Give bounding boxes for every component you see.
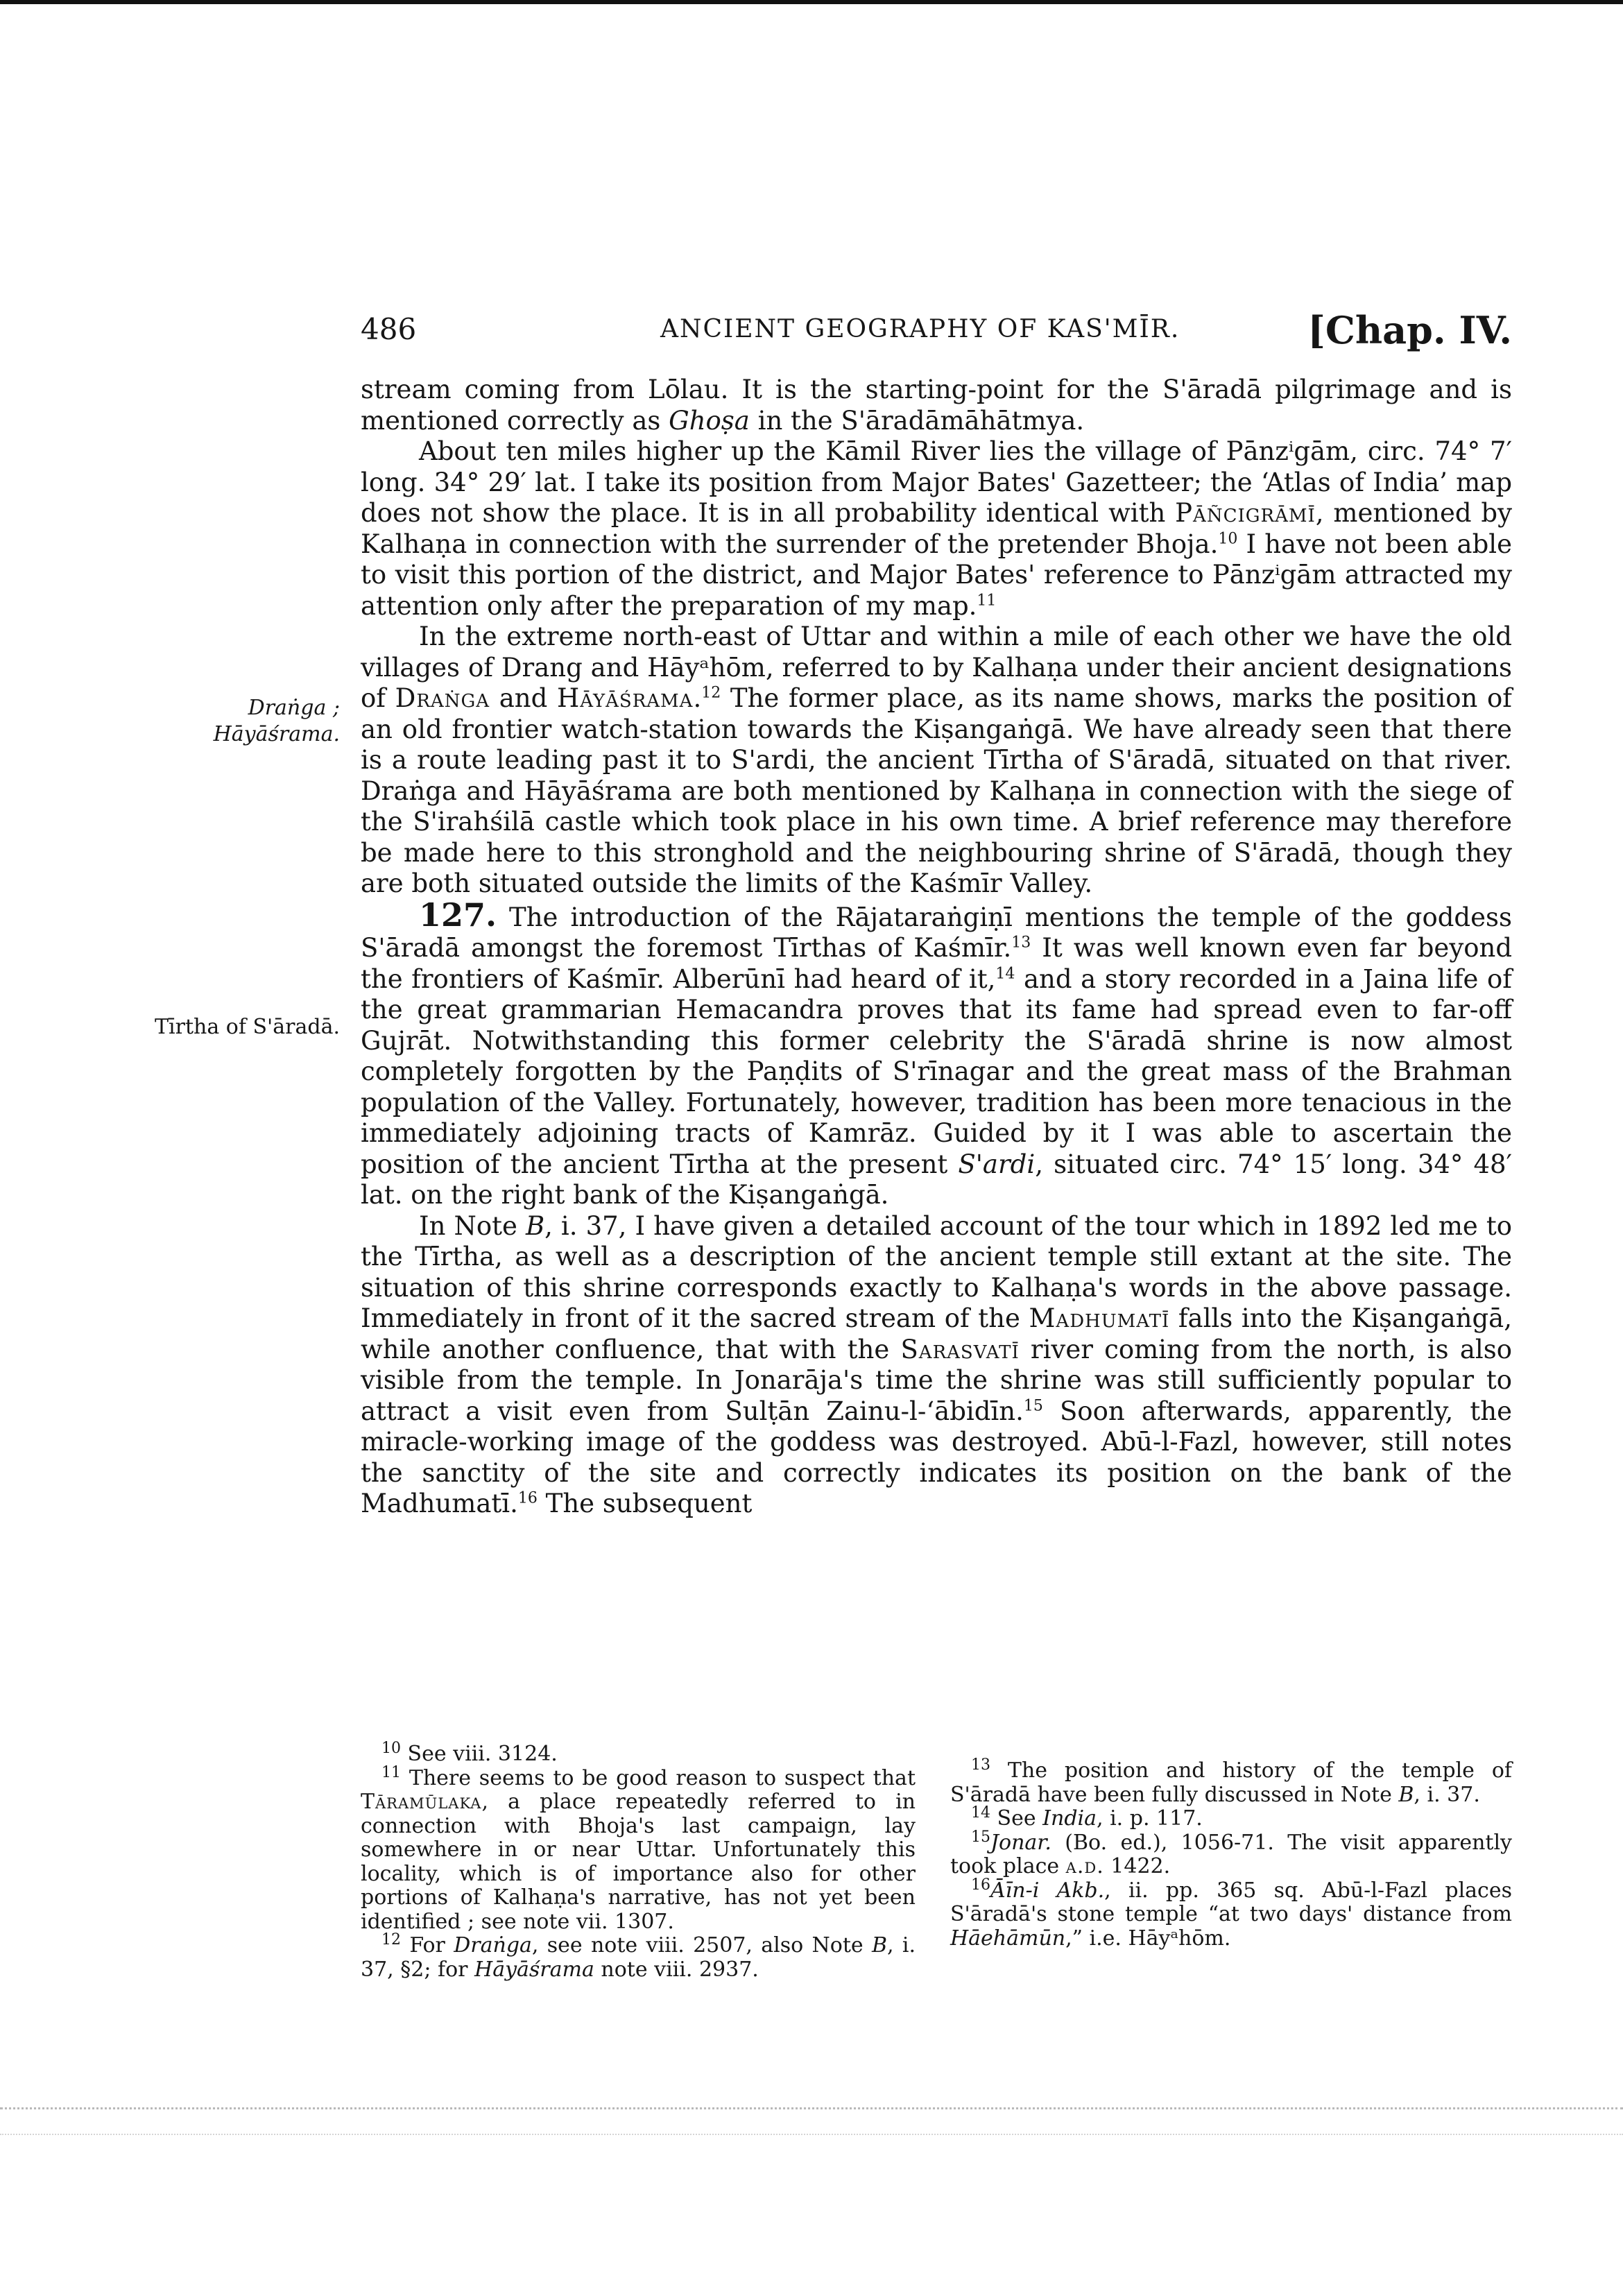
running-title: ANCIENT GEOGRAPHY OF KAS'MĪR.	[660, 315, 1180, 343]
paragraph: In the extreme north-east of Uttar and within a mile of each other we have the old villages of Drang and Hāyᵃhōm, referred to by Kalhaṇa under their ancient designations of Draṅga and Hāyāśrama.$^{12}$ The former place, as its name shows, marks the position of an old frontier watch-station towards the Kiṣangaṅgā. We have already seen that there is a route leading past it to S'ardi, the ancient Tīrtha of S'āradā, situated on that river. Draṅga and Hāyāśrama are both mentioned by Kalhaṇa in connection with the siege of the S'irahśilā castle which took place in his own time. A brief reference may therefore be made here to this stronghold and the neighbouring shrine of S'āradā, though they are both situated outside the limits of the Kaśmīr Valley.	[361, 622, 1512, 898]
footnote-ref[interactable]: 16	[517, 1489, 538, 1507]
footnote: $^{10}$ See viii. 3124.	[381, 1740, 558, 1766]
running-header	[361, 308, 1512, 354]
page-number: 486	[361, 312, 417, 346]
footnote: $^{13}$ The position and history of the temple of S'āradā have been fully discussed in Note B, i. 37.	[950, 1756, 1512, 1807]
footnote-ref[interactable]: 13	[1011, 934, 1031, 952]
margin-note-tirtha	[90, 1014, 340, 1040]
main-text	[361, 375, 1512, 1520]
scan-edge-line	[0, 2107, 1623, 2109]
chapter-label: [Chap. IV.	[1307, 308, 1512, 352]
footnote-ref[interactable]: 14	[995, 965, 1015, 983]
paragraph: About ten miles higher up the Kāmil River lies the village of Pānzⁱgām, circ. 74° 7′ long. 34° 29′ lat. I take its position from Major Bates' Gazetteer; the ‘Atlas of India’ map does not show the place. It is in all probability identical with Pāñcigrāmī, mentioned by Kalhaṇa in connection with the surrender of the pretender Bhoja.$^{10}$ I have not been able to visit this portion of the district, and Major Bates' reference to Pānzⁱgām attracted my attention only after the preparation of my map.$^{11}$	[361, 436, 1512, 621]
footnote-ref[interactable]: 12	[701, 684, 721, 702]
paragraph: 127. The introduction of the Rājataraṅgiṇī mentions the temple of the goddess S'āradā amongst the foremost Tīrthas of Kaśmīr.$^{13}$ It was well known even far beyond the frontiers of Kaśmīr. Alberūnī had heard of it,$^{14}$ and a story recorded in a Jaina life of the great grammarian Hemacandra proves that its fame had spread even to far-off Gujrāt. Notwithstanding this former celebrity the S'āradā shrine is now almost completely forgotten by the Paṇḍits of S'rīnagar and the great mass of the Brahman population of the Valley. Fortunately, however, tradition has been more tenacious in the immediately adjoining tracts of Kamrāz. Guided by it I was able to ascertain the position of the ancient Tīrtha at the present S'ardi, situated circ. 74° 15′ long. 34° 48′ lat. on the right bank of the Kiṣangaṅgā.	[361, 896, 1513, 1210]
footnote: $^{14}$ See India, i. p. 117.	[971, 1804, 1203, 1831]
footnote: $^{16}$Āīn-i Akb., ii. pp. 365 sq. Abū-l-Fazl places S'āradā's stone temple “at two days' distance from Hāehāmūn,” i.e. Hāyᵃhōm.	[950, 1876, 1512, 1951]
footnote-ref[interactable]: 11	[977, 592, 997, 610]
paragraph: stream coming from Lōlau. It is the starting-point for the S'āradā pilgrimage and is mentioned correctly as Ghoṣa in the S'āradāmāhātmya.	[361, 375, 1512, 436]
footnote-ref[interactable]: 15	[1023, 1397, 1043, 1415]
margin-note-line: Hāyāśrama.	[213, 722, 340, 746]
margin-note-line: Draṅga ;	[248, 696, 340, 720]
footnotes-right	[950, 1756, 1512, 1951]
page-top-border	[0, 0, 1623, 4]
scan-edge-line	[0, 2134, 1623, 2135]
margin-note-line: Tīrtha of S'āradā.	[155, 1015, 340, 1039]
margin-note-dranga	[139, 695, 340, 748]
footnote: $^{11}$ There seems to be good reason to suspect that Tāramūlaka, a place repeatedly referred to in connection with Bhoja's last campaign, lay somewhere in or near Uttar. Unfortunately this locality, which is of importance also for other portions of Kalhaṇa's narrative, has not yet been identified ; see note vii. 1307.	[361, 1763, 916, 1934]
footnote: $^{15}$Jonar. (Bo. ed.), 1056-71. The visit apparently took place a.d. 1422.	[950, 1828, 1512, 1878]
footnote: $^{12}$ For Draṅga, see note viii. 2507, also Note B, i. 37, §2; for Hāyāśrama note viii. 2937.	[361, 1931, 916, 1982]
paragraph: In Note B, i. 37, I have given a detailed account of the tour which in 1892 led me to the Tīrtha, as well as a description of the ancient temple still extant at the site. The situation of this shrine corresponds exactly to Kalhaṇa's words in the above passage. Immediately in front of it the sacred stream of the Madhumatī falls into the Kiṣangaṅgā, while another confluence, that with the Sarasvatī river coming from the north, is also visible from the temple. In Jonarāja's time the shrine was still sufficiently popular to attract a visit even from Sulṭān Zainu-l-‘ābidīn.$^{15}$ Soon afterwards, apparently, the miracle-working image of the goddess was destroyed. Abū-l-Fazl, however, still notes the sanctity of the site and correctly indicates its position on the bank of the Madhumatī.$^{16}$ The subsequent	[361, 1210, 1512, 1518]
footnote-ref[interactable]: 10	[1218, 530, 1238, 548]
section-number: 127.	[419, 896, 497, 934]
footnotes-left	[361, 1742, 916, 1982]
